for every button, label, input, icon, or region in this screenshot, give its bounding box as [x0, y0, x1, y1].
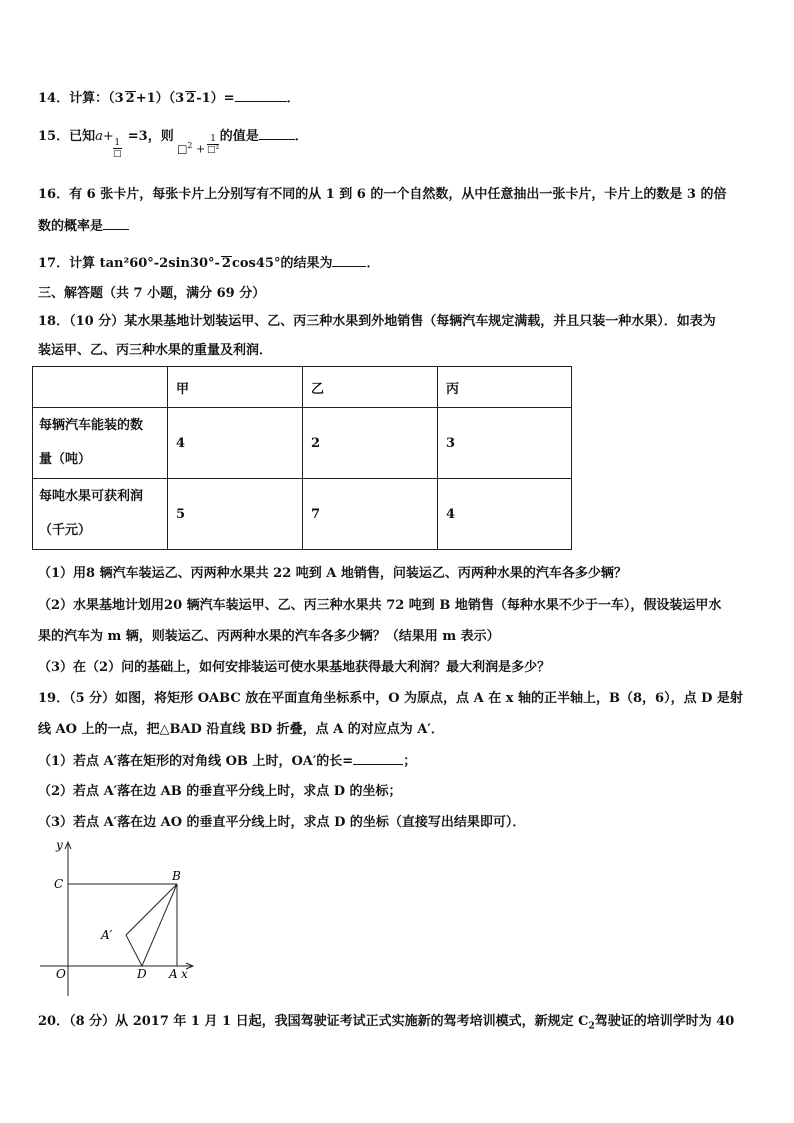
- table-cell: 4: [168, 408, 303, 479]
- table-row: [33, 408, 572, 479]
- question-19-line-2: 线 AO 上的一点，把△BAD 沿直线 BD 折叠，点 A 的对应点为 A′．: [38, 722, 444, 737]
- label-a: A: [169, 967, 178, 981]
- answer-blank: [235, 88, 287, 102]
- question-19-line-1: 19．（5 分）如图，将矩形 OABC 放在平面直角坐标系中，O 为原点，点 A 在 x 轴的正半轴上，B（8，6），点 D 是射: [38, 691, 743, 706]
- question-18-part-1: （1）用8 辆汽车装运乙、丙两种水果共 22 吨到 A 地销售，问装运乙、丙两种水果的汽车各多少辆？: [38, 566, 627, 581]
- answer-blank: [353, 751, 403, 765]
- section-heading: 三、解答题（共 7 小题，满分 69 分）: [38, 286, 266, 301]
- fraction-1-over-a: 1 □: [113, 138, 122, 159]
- folded-triangle: [126, 884, 177, 966]
- question-18-part-2-line-2: 果的汽车为 m 辆，则装运乙、丙两种水果的汽车各多少辆？（结果用 m 表示）: [38, 629, 500, 644]
- row-label-capacity: 每辆汽车能装的数 量（吨）: [33, 408, 168, 479]
- sqrt-radical: 2: [186, 91, 196, 106]
- geometry-figure: [36, 838, 206, 1000]
- fraction-1-over-a-squared: 1 □²: [207, 134, 220, 155]
- question-19-part-3: （3）若点 A′落在边 AO 的垂直平分线上时，求点 D 的坐标（直接写出结果即可）．: [38, 815, 526, 830]
- label-y: y: [56, 838, 63, 852]
- question-19-part-1: （1）若点 A′落在矩形的对角线 OB 上时，OA′的长= ；: [38, 751, 416, 772]
- label-x: x: [181, 967, 188, 981]
- table-header-yi: 乙: [303, 367, 438, 408]
- question-18-line-2: 装运甲、乙、丙三种水果的重量及利润．: [38, 343, 273, 358]
- question-15: 15．已知a+ =3，则 的值是 ．: [38, 126, 308, 147]
- answer-blank: [103, 216, 129, 230]
- a-squared: □$^2$ +: [177, 141, 206, 156]
- question-14: 14．计算：（3 2+1）（3 2-1）= ．: [38, 88, 300, 109]
- table-header-bing: 丙: [438, 367, 572, 408]
- row-label-profit: 每吨水果可获利润 （千元）: [33, 479, 168, 550]
- table-header-jia: 甲: [168, 367, 303, 408]
- question-19-part-2: （2）若点 A′落在边 AB 的垂直平分线上时，求点 D 的坐标；: [38, 784, 402, 799]
- sqrt-radical: 2: [125, 91, 135, 106]
- table-cell: 3: [438, 408, 572, 479]
- fruit-table: [32, 366, 572, 550]
- question-17: 17．计算 tan²60°-2sin30°- 2cos45°的结果为 ．: [38, 253, 379, 274]
- table-cell: 2: [303, 408, 438, 479]
- table-cell: 5: [168, 479, 303, 550]
- table-row: [33, 479, 572, 550]
- question-18-part-3: （3）在（2）问的基础上，如何安排装运可使水果基地获得最大利润？最大利润是多少？: [38, 660, 551, 675]
- question-16-line-1: 16．有 6 张卡片，每张卡片上分别写有不同的从 1 到 6 的一个自然数，从中任意抽出一张卡片，卡片上的数是 3 的倍: [38, 187, 727, 202]
- table-header-row: [33, 367, 572, 408]
- table-cell: 4: [438, 479, 572, 550]
- question-18-part-2-line-1: （2）水果基地计划用20 辆汽车装运甲、乙、丙三种水果共 72 吨到 B 地销售（每种水果不少于一车），假设装运甲水: [38, 598, 722, 613]
- question-20: 20．（8 分）从 2017 年 1 月 1 日起，我国驾驶证考试正式实施新的驾考培训模式，新规定 $C_2$驾驶证的培训学时为 40: [38, 1014, 735, 1032]
- question-16-line-2: 数的概率是: [38, 216, 129, 237]
- label-c: C: [54, 877, 64, 891]
- answer-blank: [259, 126, 295, 140]
- label-o: O: [56, 967, 66, 981]
- label-d: D: [137, 967, 147, 981]
- table-cell: [33, 367, 168, 408]
- label-b: B: [172, 869, 181, 883]
- sqrt-radical: 2: [221, 256, 231, 271]
- question-18-line-1: 18．（10 分）某水果基地计划装运甲、乙、丙三种水果到外地销售（每辆汽车规定满载，并且只装一种水果）．如表为: [38, 314, 716, 329]
- answer-blank: [332, 253, 366, 267]
- label-a-prime: A′: [101, 928, 113, 942]
- table-cell: 7: [303, 479, 438, 550]
